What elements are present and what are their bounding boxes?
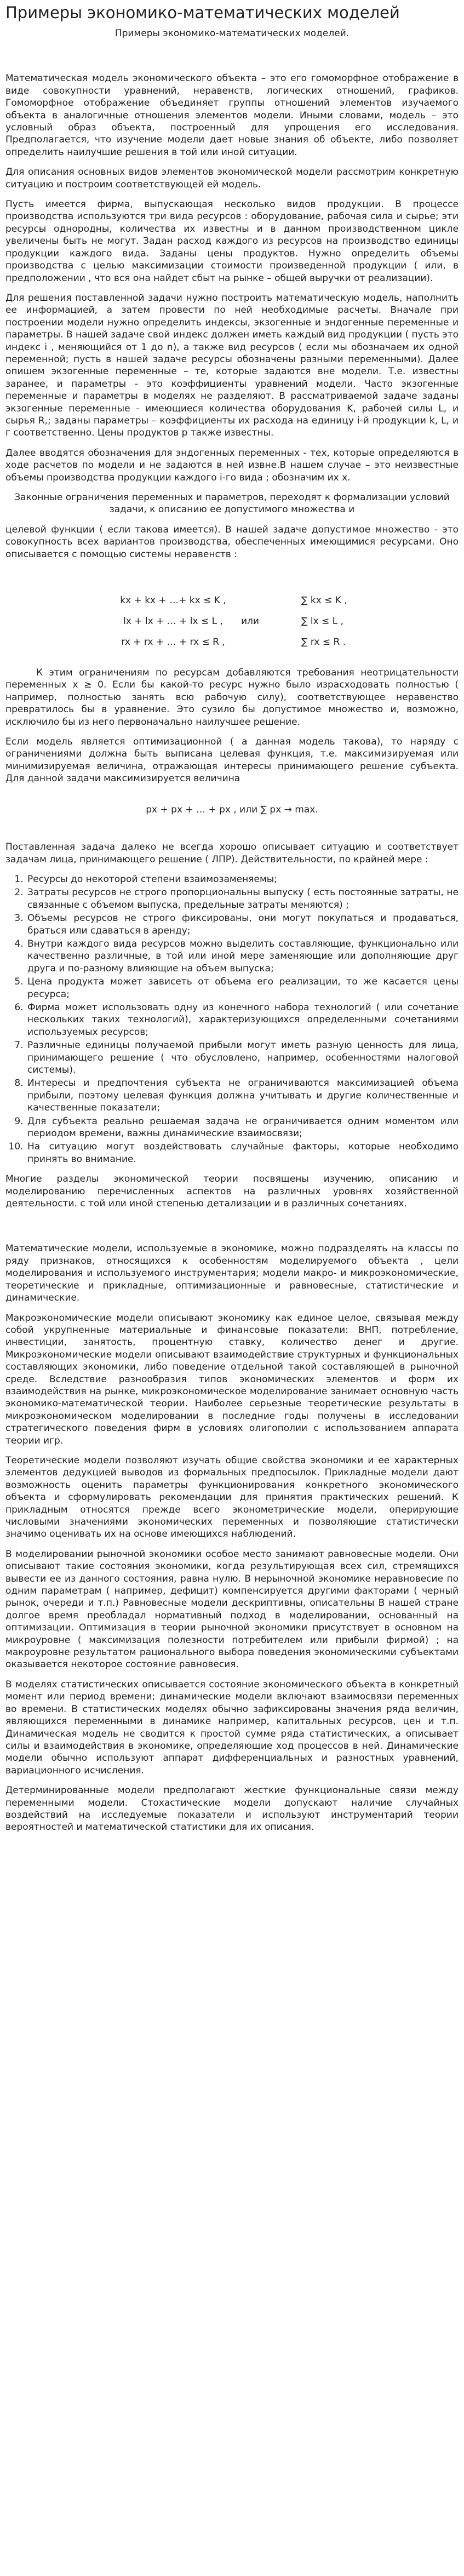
inequality-labor: lx + lx + … + lx ≤ L , bbox=[123, 616, 223, 627]
paragraph-static-dynamic: В моделях статистических описывается состояние экономического объекта в конкретный момент или период времени; динамические модели включают взаимосвязи переменных во времени. В статистических моделях обычно зафиксированы значения ряда величин, являющихся переменными в динамике например, капитальных ресурсов, цен и т.п. Динамическая модель не сводится к простой сумме ряда статистических, а описывает силы и взаимодействия в экономике, определяющие ход процессов в ней. Динамические модели обычно используют аппарат дифференциальных и разностных уравнений, вариационного исчисления. bbox=[5, 1679, 459, 1776]
paragraph-theoretical-applied: Теоретические модели позволяют изучать общие свойства экономики и ее характерных элементов дедукцией выводов из формальных предпосылок. Прикладные модели дают возможность оценить параметры функционирования конкретного экономического объекта и сформулировать рекомендации для принятия практических решений. К прикладным относятся прежде всего эконометрические модели, оперирующие числовыми значениями экономических переменных и позволяющие статистически значимо оценивать их на основе имеющихся наблюдений. bbox=[5, 1455, 459, 1540]
paragraph-nonnegativity: К этим ограничениям по ресурсам добавляются требования неотрицательности переменных x ≥ 0. Если бы какой-то ресурс нужно было израсходовать полностью ( например, полностью занять всю рабочую силу), соответствующее неравенство превратилось бы в уравнение. Это сузило бы допустимое множество и, возможно, исключило бы из него первоначально наилучшее решение. bbox=[5, 667, 459, 728]
paragraph-theory-sections: Многие разделы экономической теории посвящены изучению, описанию и моделированию перечисленных аспектов на различных уровнях хозяйственной деятельности. с той или иной степенью детализации и в различных сочетаниях. bbox=[5, 1173, 459, 1210]
objective-function: px + px + … + px , или ∑ px → max. bbox=[146, 804, 318, 815]
list-item: 7. Различные единицы получаемой прибыли могут иметь разную ценность для лица, принимающего решение ( что обусловлено, например, особенностями налоговой системы). bbox=[26, 1039, 459, 1076]
page-subtitle: Примеры экономико-математических моделей. bbox=[114, 28, 350, 39]
list-item: 10. На ситуацию могут воздействовать случайные факторы, которые необходимо принять во внимание. bbox=[26, 1141, 459, 1165]
paragraph-model-building: Для решения поставленной задачи нужно построить математическую модель, наполнить ее информацией, а затем провести по ней необходимые расчеты. Вначале при построении модели нужно определить индексы, экзогенные и эндогенные переменные и параметры. В нашей задаче свой индекс должен иметь каждый вид продукции ( пусть это индекс i , меняющийся от 1 до n), а также вид ресурсов ( если мы обозначаем их одной переменной; пусть в нашей задаче ресурсы обозначены разными переменными). Далее опишем экзогенные переменные – те, которые задаются вне модели. Т.е. известны заранее, и параметры - это коэффициенты уравнений модели. Часто экзогенные переменные и параметры в моделях не разделяют. В рассматриваемой задаче заданы экзогенные переменные - имеющиеся количества оборудования K, рабочей силы L, и сырья R,; заданы параметры – коэффициенты их расхода на единицу i-й продукции k, L, и г соответственно. Цены продуктов р также известны. bbox=[5, 292, 459, 439]
inequality-or-label: или bbox=[241, 616, 259, 627]
paragraph-objective-intro: Если модель является оптимизационной ( а данная модель такова), то наряду с ограничениями должна быть выписана целевая функция, т.е. максимизируемая или минимизируемая величина, отражающая интересы принимающего решение субъекта. Для данной задачи максимизируется величина bbox=[5, 736, 459, 785]
paragraph-limitations: Поставленная задача далеко не всегда хорошо описывает ситуацию и соответствует задачам лица, принимающего решение ( ЛПР). Действительности, по крайней мере : bbox=[5, 842, 459, 865]
page-title: Примеры экономико-математических моделей bbox=[5, 3, 400, 22]
list-item: 8. Интересы и предпочтения субъекта не ограничиваются максимизацией объема прибыли, поэтому целевая функция должна учитывать и другие количественные и качественные показатели; bbox=[26, 1077, 459, 1114]
list-item: 9. Для субъекта реально решаемая задача не ограничивается одним моментом или периодом времени, важны динамические взаимосвязи; bbox=[26, 1115, 459, 1140]
paragraph-definition: Математическая модель экономического объекта – это его гомоморфное отображение в виде совокупности уравнений, неравенств, логических отношений, графиков. Гомоморфное отображение объединяет группы отношений элементов изучаемого объекта в аналогичные отношения элементов модели. Иными словами, модель – это условный образ объекта, построенный для упрощения его исследования. Предполагается, что изучение модели дает новые знания об объекте, либо позволяет определить наилучшие решения в той или иной ситуации. bbox=[5, 73, 459, 158]
paragraph-endogenous: Далее вводятся обозначения для эндогенных переменных - тех, которые определяются в ходе расчетов по модели и не задаются в ней извне.В нашем случае – это неизвестные объемы производства продукции каждого i-го вида ; обозначим их x. bbox=[5, 447, 459, 483]
list-item: 4. Внутри каждого вида ресурсов можно выделить составляющие, функционально или качественно различные, в той или иной мере заменяющие или дополняющие друг друга и по-разному влияющие на объем выпуска; bbox=[26, 938, 459, 975]
list-item: 3. Объемы ресурсов не строго фиксированы, они могут покупаться и продаваться, браться или сдаваться в аренду; bbox=[26, 912, 459, 937]
list-item: 1. Ресурсы до некоторой степени взаимозаменяемы; bbox=[26, 873, 459, 885]
paragraph-formalization: Законные ограничения переменных и параметров, переходят к формализации условий задачи, к описанию ее допустимого множества и bbox=[14, 492, 450, 516]
inequalities-expanded bbox=[102, 590, 244, 652]
paragraph-macro-micro: Макроэкономические модели описывают экономику как единое целое, связывая между собой укрупненные материальные и финансовые показатели: ВНП, потребление, инвестиции, занятость, процентную ставку, количество денег и другие. Микроэкономические модели описывают взаимодействие структурных и функциональных составляющих экономики, либо поведение отдельной такой составляющей в рыночной среде. Вследствие разнообразия типов экономических элементов и форм их взаимодействия на рынке, микроэкономическое моделирование занимает основную часть экономико-математической теории. Наиболее серьезные теоретические результаты в микроэкономическом моделировании в последние годы получены в исследовании стратегического поведения фирм в условиях олигополии с использованием аппарата теории игр. bbox=[5, 1312, 459, 1446]
inequalities-sum-form bbox=[301, 590, 389, 652]
inequality-raw-materials: rx + rx + … + rx ≤ R , bbox=[121, 637, 225, 648]
paragraph-model-classes: Математические модели, используемые в экономике, можно подразделять на классы по ряду признаков, относящихся к особенностям моделируемого объекта , цели моделирования и используемого инструментария; модели макро- и микроэкономические, теоретические и прикладные, оптимизационные и равновесные, статистические и динамические. bbox=[5, 1243, 459, 1304]
list-item: 5. Цена продукта может зависеть от объема его реализации, то же касается цены ресурса; bbox=[26, 976, 459, 1000]
sum-inequality-labor: ∑ lx ≤ L , bbox=[301, 616, 343, 627]
inequality-equipment: kx + kx + …+ kx ≤ K , bbox=[120, 595, 226, 606]
list-item: 2. Затраты ресурсов не строго пропорциональны выпуску ( есть постоянные затраты, не связанные с объемом выпуска, предельные затраты меняются) ; bbox=[26, 886, 459, 911]
paragraph-feasible-set: целевой функции ( если такова имеется). В нашей задаче допустимое множество - это совокупность всех вариантов производства, обеспеченных имеющимися ресурсами. Оно описывается с помощью системы неравенств : bbox=[5, 524, 459, 560]
paragraph-deterministic-stochastic: Детерминированные модели предполагают жесткие функциональные связи между переменными модели. Стохастические модели допускают наличие случайных воздействий на исследуемые показатели и используют инструментарий теории вероятностей и математической статистики для их описания. bbox=[5, 1785, 459, 1833]
paragraph-equilibrium: В моделировании рыночной экономики особое место занимают равновесные модели. Они описывают такие состояния экономики, когда результирующая всех сил, стремящихся вывести ее из данного состояния, равна нулю. В нерыночной экономике неравновесие по одним параметрам ( например, дефицит) компенсируется другими факторами ( черный рынок, очереди и т.п.) Равновесные модели дескриптивны, описательны В нашей стране долгое время преобладал нормативный подход в моделировании, основанный на оптимизации. Оптимизация в теории рыночной экономики присутствует в основном на микроуровне ( максимизация полезности потребителем или прибыли фирмой) ; на макроуровне результатом рационального выбора поведения экономическими субъектами оказывается некоторое состояние равновесия. bbox=[5, 1548, 459, 1670]
list-item: 6. Фирма может использовать одну из конечного набора технологий ( или сочетание нескольких таких технологий), характеризующихся определенными сочетаниями используемых ресурсов; bbox=[26, 1001, 459, 1038]
inequality-system bbox=[5, 590, 459, 650]
section-spacer bbox=[5, 1217, 459, 1243]
sum-inequality-raw-materials: ∑ rx ≤ R . bbox=[301, 637, 346, 648]
paragraph-firm-example: Пусть имеется фирма, выпускающая несколько видов продукции. В процессе производства используются три вида ресурсов : оборудование, рабочая сила и сырье; эти ресурсы однородны, количества их известны и в данном производственном цикле увеличены быть не могут. Задан расход каждого из ресурсов на производство единицы продукции каждого вида. Заданы цены продуктов. Нужно определить объемы производства с целью максимизации стоимости произведенной продукции ( или, в предположении , что вся она найдет сбыт на рынке – общей выручки от реализации). bbox=[5, 199, 459, 284]
paragraph-intro-example: Для описания основных видов элементов экономической модели рассмотрим конкретную ситуацию и построим соответствующей ей модель. bbox=[5, 167, 459, 190]
sum-inequality-equipment: ∑ kx ≤ K , bbox=[301, 595, 347, 606]
limitations-list bbox=[5, 873, 459, 1165]
